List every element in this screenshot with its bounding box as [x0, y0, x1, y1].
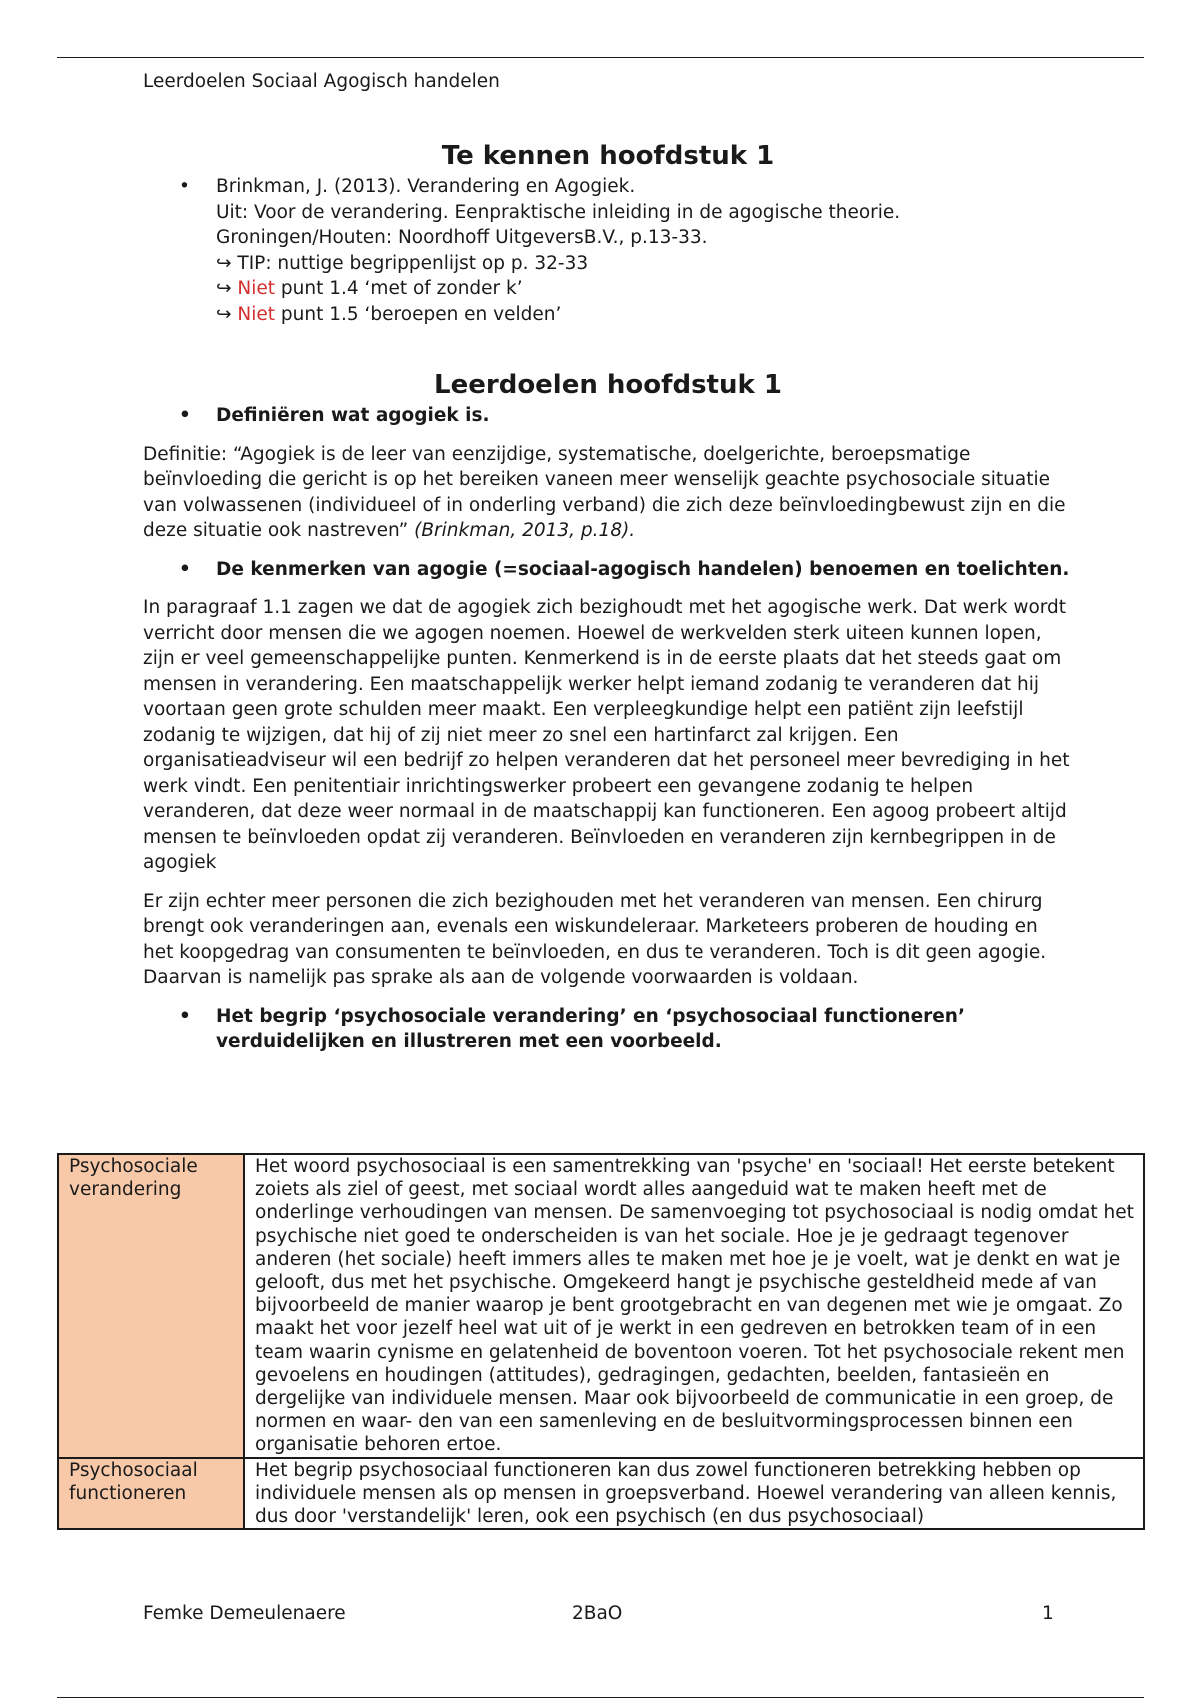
exclusion-text-2: punt 1.5 ‘beroepen en velden’	[275, 303, 562, 325]
tip-text: TIP: nuttige begrippenlijst op p. 32-33	[237, 252, 589, 274]
learning-goal-1: • Definiëren wat agogiek is.	[143, 403, 1073, 429]
learning-goal-2: • De kenmerken van agogie (=sociaal-agogisch handelen) benoemen en toelichten.	[143, 557, 1073, 583]
footer-course: 2BaO	[572, 1603, 623, 1624]
footer-author: Femke Demeulenaere	[143, 1603, 346, 1624]
definition-text: Definitie: “Agogiek is de leer van eenzijdige, systematische, doelgerichte, beroepsmatige beïnvloeding die gericht is op het bereiken vaneen meer wenselijk geachte psychosociale situatie van volwassenen (individueel of in onderling verband) die zich deze beïnvloedingbewust zijn en die deze situatie ook nastreven”	[143, 443, 1066, 541]
page-number: 1	[1042, 1603, 1054, 1624]
header-rule	[57, 57, 1144, 58]
goal-list-3	[143, 1004, 1073, 1055]
goal-list-1	[143, 403, 1073, 429]
term-cell: Psychosociale verandering	[58, 1154, 244, 1458]
return-arrow-icon: ↪	[216, 303, 232, 325]
term-cell: Psychosociaal functioneren	[58, 1458, 244, 1530]
table-row	[58, 1458, 1144, 1530]
reference-line-2: Uit: Voor de verandering. Eenpraktische inleiding in de agogische theorie.	[216, 201, 901, 223]
learning-goal-3: • Het begrip ‘psychosociale verandering’ en ‘psychosociaal functioneren’ verduidelijken en illustreren met een voorbeeld.	[143, 1004, 1073, 1055]
exclusion-line-1	[216, 276, 1073, 302]
body-paragraph-1: In paragraaf 1.1 zagen we dat de agogiek zich bezighoudt met het agogische werk. Dat werk wordt verricht door mensen die we agogen noemen. Hoewel de werkvelden sterk uiteen kunnen lopen, zijn er veel gemeenschappelijke punten. Kenmerkend is in de eerste plaats dat het steeds gaat om mensen in verandering. Een maatschappelijk werker helpt iemand zodanig te veranderen dat hij voortaan geen grote schulden meer maakt. Een verpleegkundige helpt een patiënt zijn leefstijl zodanig te wijzigen, dat hij of zij niet meer zo snel een hartinfarct zal krijgen. Een organisatieadviseur wil een bedrijf zo helpen veranderen dat het personeel meer bevrediging in het werk vindt. Een penitentiair inrichtingswerker probeert een gevangene zodanig te helpen veranderen, dat deze weer normaal in de maatschappij kan functioneren. Een agoog probeert altijd mensen te beïnvloeden opdat zij veranderen. Beïnvloeden en veranderen zijn kernbegrippen in de agogiek	[143, 597, 1070, 873]
tip-line	[216, 251, 1073, 277]
section-heading-te-kennen: Te kennen hoofdstuk 1	[441, 141, 775, 171]
return-arrow-icon: ↪	[216, 252, 232, 274]
definitions-table	[57, 1153, 1145, 1530]
not-label: Niet	[237, 303, 276, 325]
description-cell: Het begrip psychosociaal functioneren kan dus zowel functioneren betrekking hebben op individuele mensen als op mensen in groepsverband. Hoewel verandering van alleen kennis, dus door 'verstandelijk' leren, ook een psychisch (en dus psychosociaal)	[244, 1458, 1144, 1530]
document-body	[143, 138, 1073, 1055]
reference-line-1: • Brinkman, J. (2013). Verandering en Agogiek.	[216, 176, 636, 197]
body-paragraph-2: Er zijn echter meer personen die zich bezighouden met het veranderen van mensen. Een chirurg brengt ook veranderingen aan, evenals een wiskundeleraar. Marketeers proberen de houding en het koopgedrag van consumenten te beïnvloeden, en dus te veranderen. Toch is dit geen agogie. Daarvan is namelijk pas sprake als aan de volgende voorwaarden is voldaan.	[143, 890, 1047, 988]
return-arrow-icon: ↪	[216, 278, 232, 299]
goal-list-2	[143, 557, 1073, 583]
exclusion-line-2	[216, 302, 1073, 328]
running-header: Leerdoelen Sociaal Agogisch handelen	[143, 71, 500, 92]
not-label: Niet	[237, 278, 276, 299]
table-row	[58, 1154, 1144, 1458]
exclusion-text-1: punt 1.4 ‘met of zonder k’	[275, 278, 523, 299]
definition-paragraph	[143, 442, 1073, 544]
section-heading-leerdoelen: Leerdoelen hoofdstuk 1	[434, 370, 782, 400]
footer-rule	[57, 1697, 1144, 1698]
description-cell: Het woord psychosociaal is een samentrekking van 'psyche' en 'sociaal! Het eerste betekent zoiets als ziel of geest, met sociaal wordt alles aangeduid wat te maken heeft met de onderlinge verhoudingen van mensen. De samenvoeging tot psychosociaal is nodig omdat het psychische niet goed te onderscheiden is van het sociale. Hoe je je gedraagt tegenover anderen (het sociale) heeft immers alles te maken met hoe je je voelt, wat je denkt en wat je gelooft, dus met het psychische. Omgekeerd hangt je psychische gesteldheid mede af van bijvoorbeeld de manier waarop je bent grootgebracht en van degenen met wie je omgaat. Zo maakt het voor jezelf heel wat uit of je werkt in een gedreven en betrokken team of in een team waarin cynisme en gelatenheid de boventoon voeren. Tot het psychosociale rekent men gevoelens en houdingen (attitudes), gedragingen, gedachten, beelden, fantasieën en dergelijke van individuele mensen. Maar ook bijvoorbeeld de communicatie in een groep, de normen en waar- den van een samenleving en de besluitvormingsprocessen binnen een organisatie behoren ertoe.	[244, 1154, 1144, 1458]
reference-line-3: Groningen/Houten: Noordhoff UitgeversB.V., p.13-33.	[216, 227, 708, 248]
reference-item	[143, 174, 1073, 327]
definition-source: (Brinkman, 2013, p.18).	[414, 520, 636, 541]
reference-list	[143, 174, 1073, 327]
